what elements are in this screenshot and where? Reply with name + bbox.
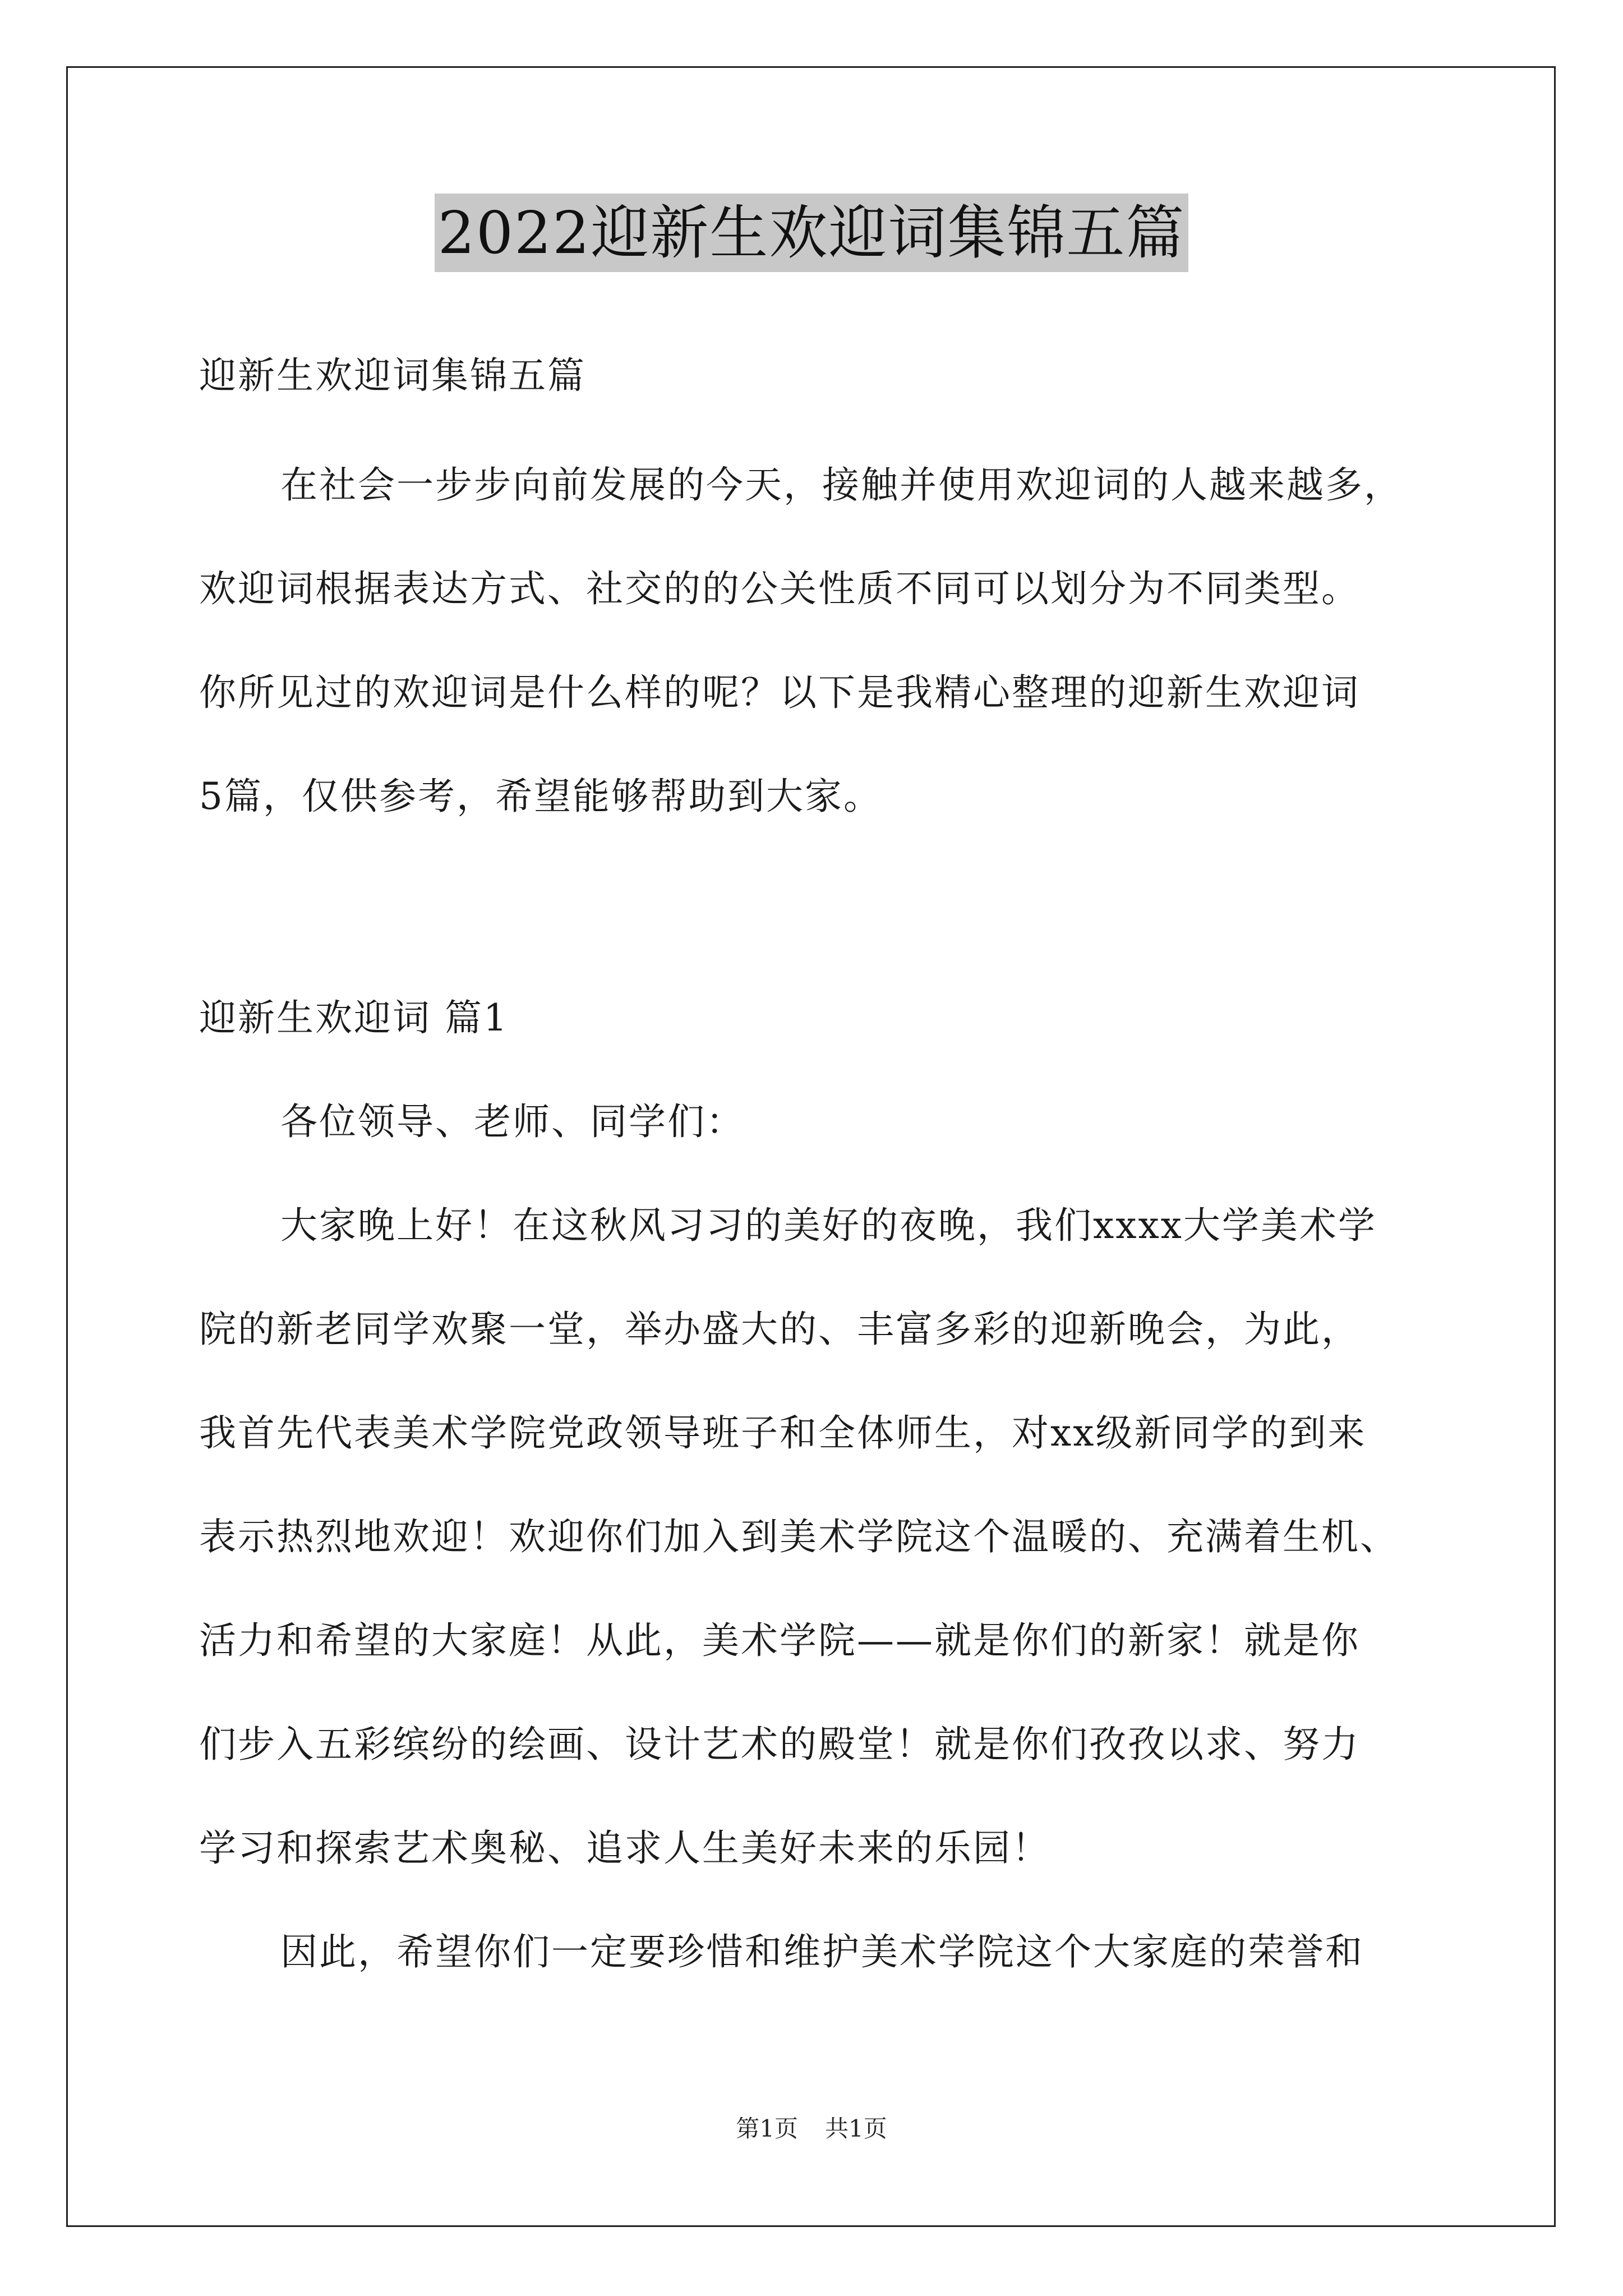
paragraph-line: 大家晚上好！在这秋风习习的美好的夜晚，我们xxxx大学美术学 (280, 1204, 1377, 1247)
intro-line: 欢迎词根据表达方式、社交的的公关性质不同可以划分为不同类型。 (199, 567, 1360, 610)
page-number: 第1页 (736, 2115, 798, 2142)
paragraph-line: 我首先代表美术学院党政领导班子和全体师生，对xx级新同学的到来 (199, 1411, 1367, 1455)
page-footer (0, 2112, 1623, 2146)
section-heading: 迎新生欢迎词 篇1 (199, 996, 509, 1039)
paragraph-line: 因此，希望你们一定要珍惜和维护美术学院这个大家庭的荣誉和 (280, 1930, 1364, 1973)
document-title: 2022迎新生欢迎词集锦五篇 (435, 194, 1189, 272)
intro-line: 在社会一步步向前发展的今天，接触并使用欢迎词的人越来越多， (280, 463, 1403, 507)
intro-line: 你所见过的欢迎词是什么样的呢？以下是我精心整理的迎新生欢迎词 (199, 671, 1360, 714)
paragraph-line: 院的新老同学欢聚一堂，举办盛大的、丰富多彩的迎新晚会，为此， (199, 1308, 1360, 1351)
paragraph-line: 们步入五彩缤纷的绘画、设计艺术的殿堂！就是你们孜孜以求、努力 (199, 1723, 1360, 1766)
page-total: 共1页 (825, 2115, 887, 2142)
salutation: 各位领导、老师、同学们： (280, 1100, 745, 1143)
paragraph-line: 活力和希望的大家庭！从此，美术学院——就是你们的新家！就是你 (199, 1619, 1360, 1662)
paragraph-line: 学习和探索艺术奥秘、追求人生美好未来的乐园！ (199, 1826, 1050, 1870)
paragraph-line: 表示热烈地欢迎！欢迎你们加入到美术学院这个温暖的、充满着生机、 (199, 1515, 1399, 1558)
title-container (0, 194, 1623, 272)
document-subtitle: 迎新生欢迎词集锦五篇 (199, 354, 586, 397)
intro-line: 5篇，仅供参考，希望能够帮助到大家。 (199, 775, 882, 818)
